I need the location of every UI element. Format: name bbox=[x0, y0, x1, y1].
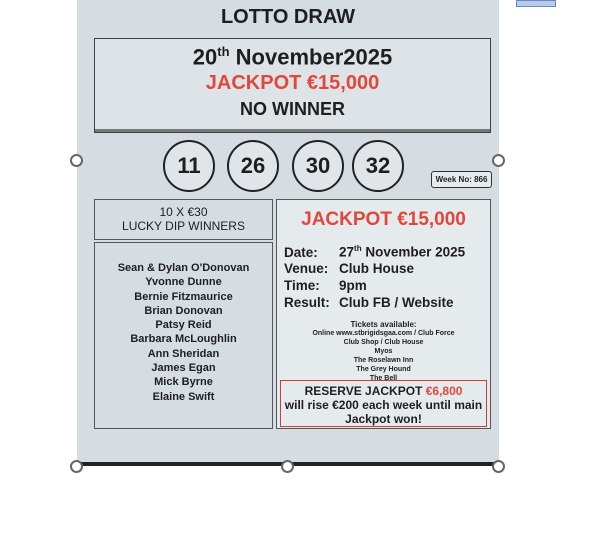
lotto-poster-image[interactable] bbox=[77, 0, 499, 466]
next-jackpot: JACKPOT €15,000 bbox=[301, 209, 466, 230]
draw-date-box bbox=[94, 38, 491, 133]
winner-name: Bernie Fitzmaurice bbox=[134, 290, 233, 303]
next-result: Result: Club FB / Website bbox=[284, 295, 454, 310]
winners-list bbox=[94, 242, 273, 429]
poster-title: LOTTO DRAW bbox=[220, 6, 356, 28]
lucky-dip-heading: 10 X €30 LUCKY DIP WINNERS bbox=[94, 199, 273, 240]
lotto-ball: 26 bbox=[227, 140, 279, 192]
winner-name: Ann Sheridan bbox=[147, 347, 220, 360]
week-number-badge: Week No: 866 bbox=[431, 171, 492, 188]
winner-name: Patsy Reid bbox=[155, 319, 212, 332]
resize-handle-left[interactable] bbox=[70, 154, 83, 167]
winner-name: Sean & Dylan O'Donovan bbox=[117, 262, 250, 274]
next-date: Date: 27th November 2025 bbox=[284, 244, 466, 260]
resize-handle-bottom-right[interactable] bbox=[492, 460, 505, 473]
draw-result: NO WINNER bbox=[240, 99, 345, 120]
draw-date: 20th November2025 bbox=[192, 44, 393, 70]
selection-indicator bbox=[516, 0, 556, 7]
lotto-ball: 11 bbox=[163, 140, 215, 192]
next-draw-panel bbox=[276, 199, 491, 429]
resize-handle-right[interactable] bbox=[492, 154, 505, 167]
tickets-info: Tickets available: Online www.stbrigidsgaa.com / Club Force Club Shop / Club House Myos The Roselawn Inn The Grey Hound The Bell bbox=[312, 320, 455, 382]
winner-name: Brian Donovan bbox=[144, 304, 223, 317]
reserve-jackpot-box: RESERVE JACKPOT €6,800 will rise €200 each week until main Jackpot won! bbox=[280, 380, 487, 427]
winner-name: Barbara McLoughlin bbox=[130, 333, 237, 346]
next-venue: Venue: Club House bbox=[284, 261, 415, 276]
lotto-ball: 30 bbox=[292, 140, 344, 192]
winner-name: James Egan bbox=[151, 362, 216, 375]
resize-handle-bottom[interactable] bbox=[281, 460, 294, 473]
winner-name: Elaine Swift bbox=[152, 390, 215, 403]
lotto-ball: 32 bbox=[352, 140, 404, 192]
next-time: Time: 9pm bbox=[284, 278, 367, 293]
winner-name: Mick Byrne bbox=[154, 376, 213, 389]
winner-name: Yvonne Dunne bbox=[145, 276, 222, 289]
jackpot-amount: JACKPOT €15,000 bbox=[205, 72, 380, 95]
resize-handle-bottom-left[interactable] bbox=[70, 460, 83, 473]
